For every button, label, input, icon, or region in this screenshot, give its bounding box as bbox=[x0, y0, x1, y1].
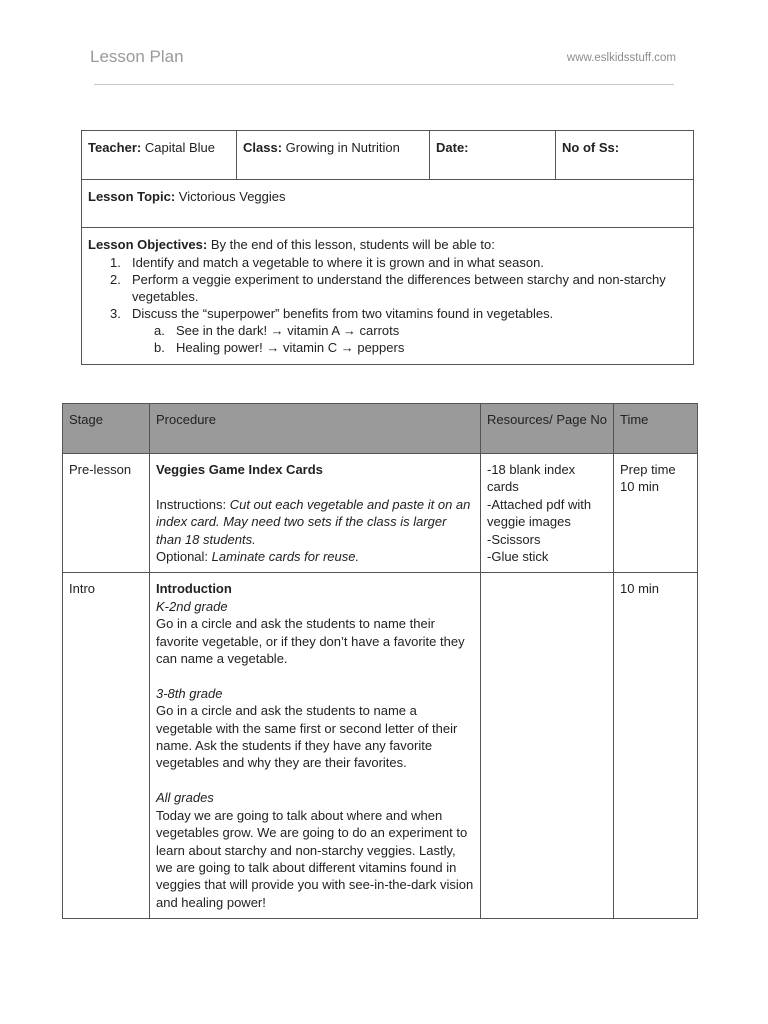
procedure-cell bbox=[150, 454, 481, 573]
topic-label: Lesson Topic: bbox=[88, 189, 176, 204]
resources-cell bbox=[481, 454, 614, 573]
page-header-title: Lesson Plan bbox=[90, 47, 184, 66]
table-row bbox=[63, 454, 698, 573]
topic-value: Victorious Veggies bbox=[178, 189, 286, 204]
grade-label: K-2nd grade bbox=[156, 598, 228, 614]
optional-text: Optional: Laminate cards for reuse. bbox=[156, 549, 360, 565]
objective-item: 1. Identify and match a vegetable to where it is grown and in what season. bbox=[110, 255, 544, 270]
students-cell bbox=[556, 131, 694, 180]
sub-objective-item: b. Healing power! → vitamin C → peppers bbox=[154, 340, 405, 355]
teacher-value: Capital Blue bbox=[144, 140, 215, 155]
objective-item: 3. Discuss the “superpower” benefits from two vitamins found in vegetables. a. See in the dark! → vitamin A → carrots b. Healing power! → vitamin C → peppers bbox=[110, 305, 687, 356]
objectives-intro: By the end of this lesson, students will be able to: bbox=[210, 237, 495, 252]
procedure-title: Introduction bbox=[156, 581, 232, 597]
header-time: Time bbox=[614, 404, 698, 454]
sub-objective-item: a. See in the dark! → vitamin A → carrots bbox=[154, 323, 400, 338]
sub-objectives-list bbox=[154, 322, 687, 356]
resource-item: -18 blank index cards bbox=[487, 462, 576, 495]
class-label: Class: bbox=[243, 140, 283, 155]
objectives-label: Lesson Objectives: bbox=[88, 237, 208, 252]
time-cell: Prep time 10 min bbox=[614, 454, 698, 573]
resource-item: -Attached pdf with veggie images bbox=[487, 496, 592, 530]
students-label: No of Ss: bbox=[562, 140, 620, 155]
teacher-cell bbox=[82, 131, 237, 180]
procedure-table bbox=[62, 403, 698, 919]
teacher-label: Teacher: bbox=[88, 140, 142, 155]
instructions-text: Instructions: Cut out each vegetable and paste it on an index card. May need two sets if the class is larger than 18 students. bbox=[156, 496, 471, 547]
header-procedure: Procedure bbox=[150, 404, 481, 454]
grade-label: 3-8th grade bbox=[156, 685, 223, 701]
header-resources: Resources/ Page No bbox=[481, 404, 614, 454]
grade-label: All grades bbox=[156, 790, 214, 806]
objectives-list bbox=[110, 254, 687, 356]
objective-item: 2. Perform a veggie experiment to understand the differences between starchy and non-starchy vegetables. bbox=[110, 272, 666, 304]
topic-cell bbox=[82, 180, 694, 228]
procedure-title: Veggies Game Index Cards bbox=[156, 462, 323, 477]
date-cell bbox=[430, 131, 556, 180]
resources-cell bbox=[481, 573, 614, 919]
grade-text: Today we are going to talk about where and when vegetables grow. We are going to do an experiment to learn about starchy and non-starchy veggies. Lastly, we are going to talk about different vitamins found in veggies that will provide you with see-in-the-dark vision and healing power! bbox=[156, 807, 474, 910]
stage-cell: Pre-lesson bbox=[63, 454, 150, 573]
resource-item: -Scissors bbox=[487, 531, 541, 547]
procedure-cell bbox=[150, 573, 481, 919]
resource-item: -Glue stick bbox=[487, 549, 549, 565]
header-stage: Stage bbox=[63, 404, 150, 454]
header-divider bbox=[94, 84, 674, 85]
date-label: Date: bbox=[436, 140, 469, 155]
objectives-cell bbox=[82, 228, 694, 365]
time-cell: 10 min bbox=[614, 573, 698, 919]
table-row bbox=[63, 573, 698, 919]
grade-text: Go in a circle and ask the students to name their favorite vegetable, or if they don’t have a favorite they can name a vegetable. bbox=[156, 616, 465, 667]
class-value: Growing in Nutrition bbox=[285, 140, 400, 155]
stage-cell: Intro bbox=[63, 573, 150, 919]
lesson-info-table bbox=[81, 130, 694, 365]
grade-text: Go in a circle and ask the students to name a vegetable with the same first or second letter of their name. Ask the students if they have any favorite vegetables and why they are their favorites. bbox=[156, 703, 458, 771]
class-cell bbox=[237, 131, 430, 180]
page-header-url: www.eslkidsstuff.com bbox=[566, 52, 676, 64]
